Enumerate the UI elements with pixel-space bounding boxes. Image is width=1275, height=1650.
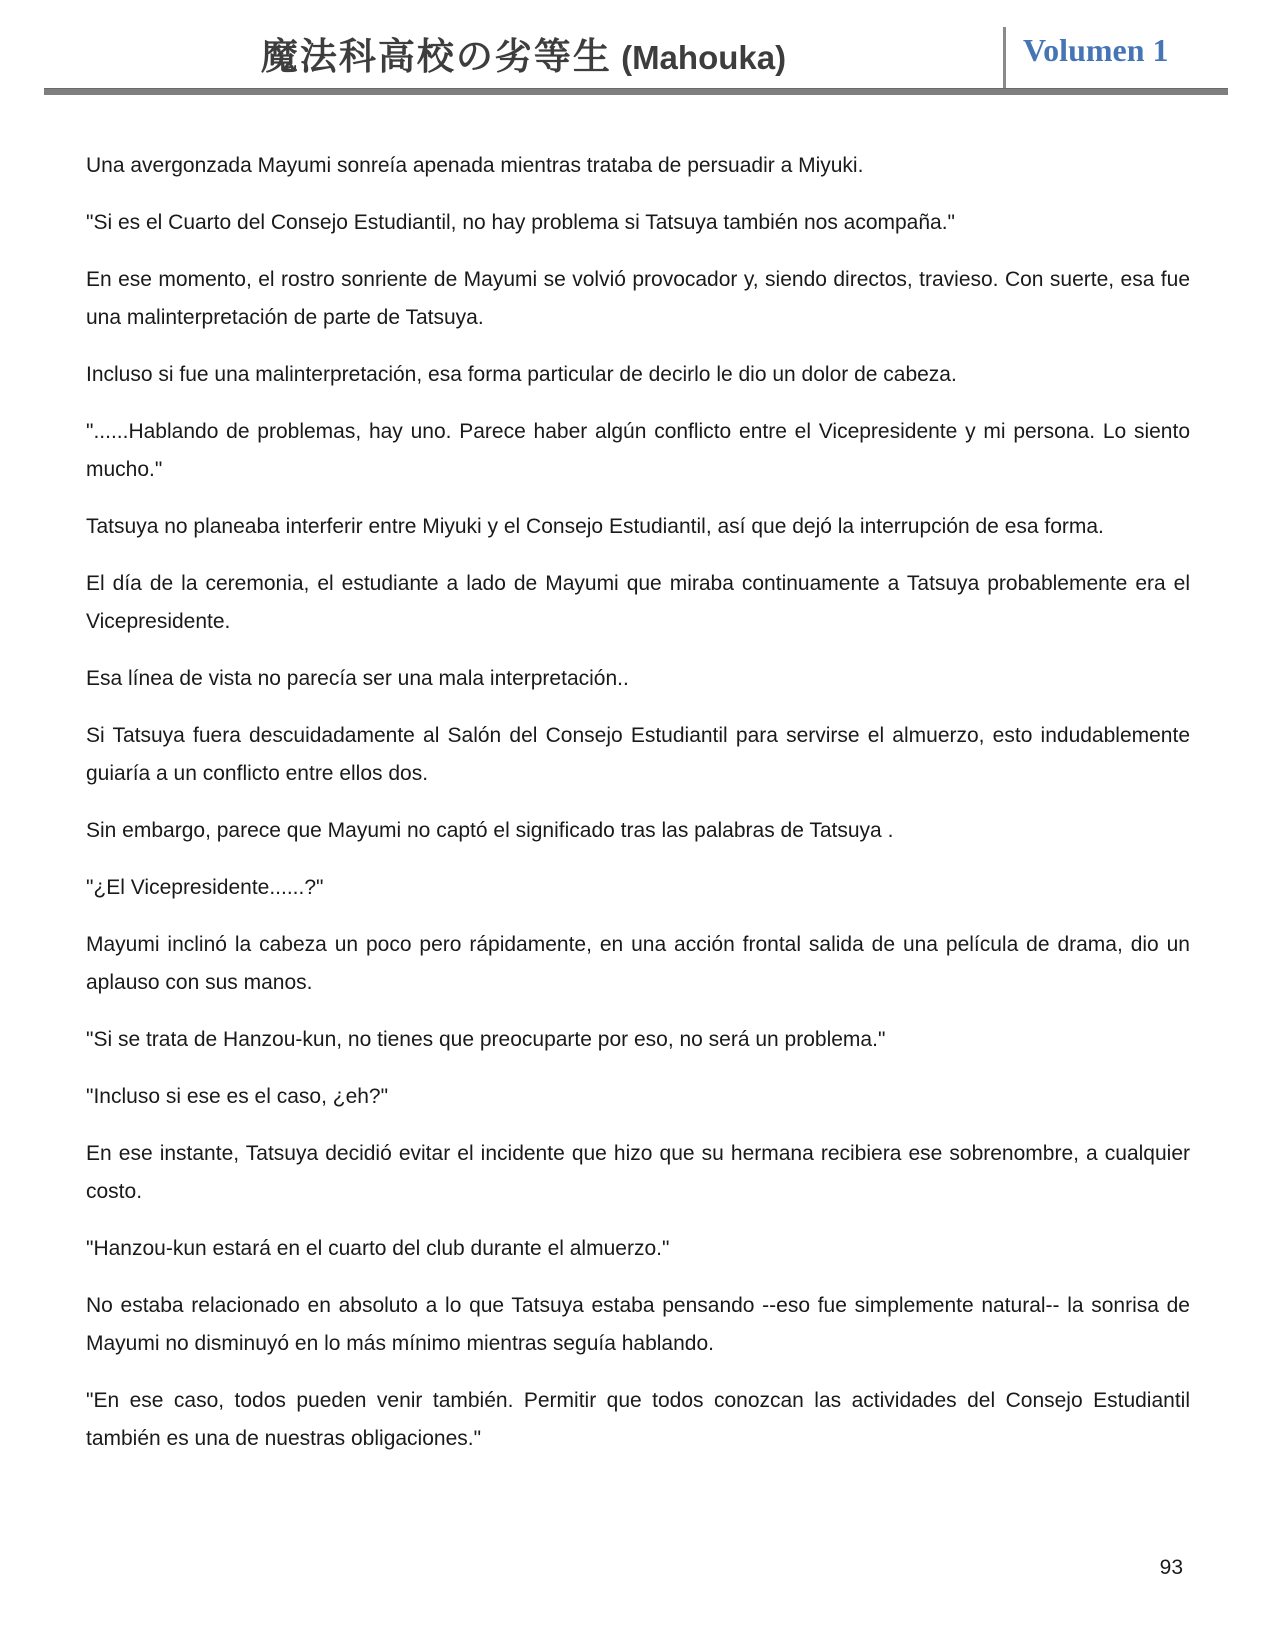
title-romanized: (Mahouka)	[611, 39, 787, 76]
paragraph: El día de la ceremonia, el estudiante a lado de Mayumi que miraba continuamente a Tatsuya probablemente era el Vicepresidente.	[86, 572, 1190, 633]
paragraph: "Hanzou-kun estará en el cuarto del club durante el almuerzo."	[86, 1237, 670, 1260]
paragraph: En ese instante, Tatsuya decidió evitar el incidente que hizo que su hermana recibiera ese sobrenombre, a cualquier costo.	[86, 1142, 1190, 1203]
document-title	[44, 26, 1003, 80]
title-japanese: 魔法科高校の劣等生	[260, 37, 612, 78]
page-header	[0, 0, 1275, 94]
page-number: 93	[1159, 1556, 1183, 1579]
paragraph: Esa línea de vista no parecía ser una mala interpretación..	[86, 667, 629, 690]
volume-label: Volumen 1	[1023, 32, 1169, 68]
paragraph: "......Hablando de problemas, hay uno. Parece haber algún conflicto entre el Vicepresidente y mi persona. Lo siento mucho."	[86, 420, 1190, 481]
paragraph: En ese momento, el rostro sonriente de Mayumi se volvió provocador y, siendo directos, travieso. Con suerte, esa fue una malinterpretación de parte de Tatsuya.	[86, 268, 1190, 329]
page-body	[86, 94, 1190, 1477]
paragraph: Incluso si fue una malinterpretación, esa forma particular de decirlo le dio un dolor de cabeza.	[86, 363, 957, 386]
paragraph: "Incluso si ese es el caso, ¿eh?"	[86, 1085, 389, 1108]
paragraph: Mayumi inclinó la cabeza un poco pero rápidamente, en una acción frontal salida de una película de drama, dio un aplauso con sus manos.	[86, 933, 1190, 994]
paragraph: "¿El Vicepresidente......?"	[86, 876, 324, 899]
header-divider	[1003, 27, 1006, 88]
paragraph: Si Tatsuya fuera descuidadamente al Salón del Consejo Estudiantil para servirse el almuerzo, esto indudablemente guiaría a un conflicto entre ellos dos.	[86, 724, 1190, 785]
paragraph: "En ese caso, todos pueden venir también. Permitir que todos conozcan las actividades del Consejo Estudiantil también es una de nuestras obligaciones."	[86, 1389, 1190, 1450]
paragraph: No estaba relacionado en absoluto a lo que Tatsuya estaba pensando --eso fue simplemente natural-- la sonrisa de Mayumi no disminuyó en lo más mínimo mientras seguía hablando.	[86, 1294, 1190, 1355]
paragraph: Sin embargo, parece que Mayumi no captó el significado tras las palabras de Tatsuya .	[86, 819, 894, 842]
paragraph: "Si es el Cuarto del Consejo Estudiantil, no hay problema si Tatsuya también nos acompaña."	[86, 211, 956, 234]
paragraph: Una avergonzada Mayumi sonreía apenada mientras trataba de persuadir a Miyuki.	[86, 154, 864, 177]
paragraph: Tatsuya no planeaba interferir entre Miyuki y el Consejo Estudiantil, así que dejó la interrupción de esa forma.	[86, 515, 1104, 538]
paragraph: "Si se trata de Hanzou-kun, no tienes que preocuparte por eso, no será un problema."	[86, 1028, 886, 1051]
